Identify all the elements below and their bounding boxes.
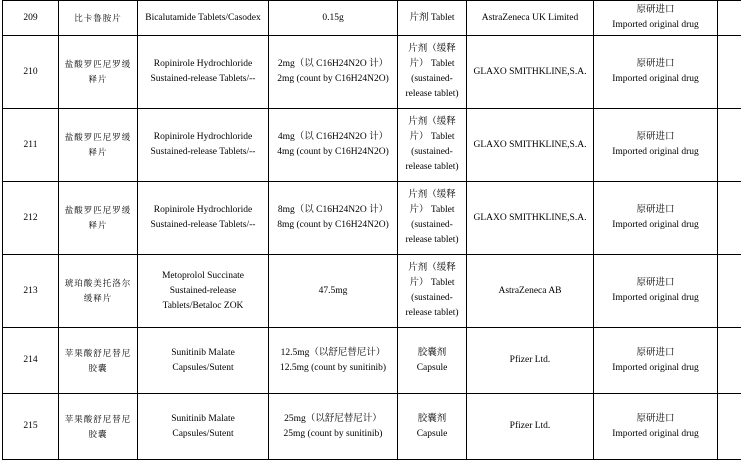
license-holder: GLAXO SMITHKLINE,S.A. (467, 182, 594, 255)
remark-cn: 原研进口 (636, 413, 675, 424)
table-row (3, 255, 741, 328)
table-row (3, 182, 741, 255)
english-drug-name: Ropinirole Hydrochloride Sustained-release Tablets/-- (138, 36, 269, 109)
specification: 25mg（以舒尼替尼计） 25mg (count by sunitinib) (269, 394, 398, 460)
blank-cell (718, 182, 741, 255)
row-number: 211 (3, 109, 59, 182)
table-row (3, 394, 741, 460)
remark (594, 109, 718, 182)
english-drug-name: Ropinirole Hydrochloride Sustained-release Tablets/-- (138, 109, 269, 182)
chinese-drug-name: 盐酸罗匹尼罗缓释片 (59, 182, 138, 255)
chinese-drug-name: 苹果酸舒尼替尼胶囊 (59, 328, 138, 394)
row-number: 214 (3, 328, 59, 394)
license-holder: GLAXO SMITHKLINE,S.A. (467, 36, 594, 109)
drug-catalog-table (2, 0, 741, 460)
english-drug-name: Ropinirole Hydrochloride Sustained-release Tablets/-- (138, 182, 269, 255)
specification: 4mg（以 C16H24N2O 计） 4mg (count by C16H24N2O) (269, 109, 398, 182)
row-number: 212 (3, 182, 59, 255)
remark (594, 36, 718, 109)
remark (594, 394, 718, 460)
remark (594, 182, 718, 255)
blank-cell (718, 328, 741, 394)
remark (594, 255, 718, 328)
remark-en: Imported original drug (612, 293, 699, 303)
dosage-form: 片剂（缓释片） Tablet (sustained-release tablet) (398, 36, 467, 109)
remark-cn: 原研进口 (636, 5, 675, 15)
dosage-form: 片剂（缓释片） Tablet (sustained-release tablet) (398, 182, 467, 255)
license-holder: Pfizer Ltd. (467, 328, 594, 394)
blank-cell (718, 1, 741, 36)
blank-cell (718, 255, 741, 328)
chinese-drug-name: 盐酸罗匹尼罗缓释片 (59, 109, 138, 182)
blank-cell (718, 36, 741, 109)
remark-cn: 原研进口 (636, 347, 675, 358)
remark-en: Imported original drug (612, 428, 699, 439)
english-drug-name: Bicalutamide Tablets/Casodex (138, 1, 269, 36)
blank-cell (718, 394, 741, 460)
specification: 2mg（以 C16H24N2O 计） 2mg (count by C16H24N2O) (269, 36, 398, 109)
dosage-form: 片剂（缓释片） Tablet (sustained-release tablet) (398, 255, 467, 328)
row-number: 209 (3, 1, 59, 36)
chinese-drug-name: 比卡鲁胺片 (59, 1, 138, 36)
specification: 8mg（以 C16H24N2O 计） 8mg (count by C16H24N2O) (269, 182, 398, 255)
license-holder: AstraZeneca UK Limited (467, 1, 594, 36)
table-row (3, 109, 741, 182)
remark-en: Imported original drug (612, 220, 699, 230)
table-row (3, 36, 741, 109)
license-holder: AstraZeneca AB (467, 255, 594, 328)
remark-cn: 原研进口 (636, 205, 675, 215)
dosage-form: 片剂 Tablet (398, 1, 467, 36)
remark-en: Imported original drug (612, 362, 699, 373)
dosage-form: 片剂（缓释片） Tablet (sustained-release tablet) (398, 109, 467, 182)
row-number: 213 (3, 255, 59, 328)
chinese-drug-name: 苹果酸舒尼替尼胶囊 (59, 394, 138, 460)
remark (594, 328, 718, 394)
chinese-drug-name: 盐酸罗匹尼罗缓释片 (59, 36, 138, 109)
row-number: 210 (3, 36, 59, 109)
specification: 47.5mg (269, 255, 398, 328)
table-row (3, 328, 741, 394)
remark-en: Imported original drug (612, 147, 699, 157)
specification: 12.5mg（以舒尼替尼计） 12.5mg (count by sunitinib) (269, 328, 398, 394)
blank-cell (718, 109, 741, 182)
english-drug-name: Metoprolol Succinate Sustained-release Tablets/Betaloc ZOK (138, 255, 269, 328)
license-holder: GLAXO SMITHKLINE,S.A. (467, 109, 594, 182)
dosage-form: 胶囊剂 Capsule (398, 394, 467, 460)
row-number: 215 (3, 394, 59, 460)
remark-cn: 原研进口 (636, 59, 675, 69)
chinese-drug-name: 琥珀酸美托洛尔缓释片 (59, 255, 138, 328)
license-holder: Pfizer Ltd. (467, 394, 594, 460)
table-row (3, 1, 741, 36)
remark-cn: 原研进口 (636, 132, 675, 142)
specification: 0.15g (269, 1, 398, 36)
remark (594, 1, 718, 36)
english-drug-name: Sunitinib Malate Capsules/Sutent (138, 394, 269, 460)
remark-en: Imported original drug (612, 74, 699, 84)
english-drug-name: Sunitinib Malate Capsules/Sutent (138, 328, 269, 394)
remark-en: Imported original drug (612, 20, 699, 30)
dosage-form: 胶囊剂 Capsule (398, 328, 467, 394)
remark-cn: 原研进口 (636, 278, 675, 288)
